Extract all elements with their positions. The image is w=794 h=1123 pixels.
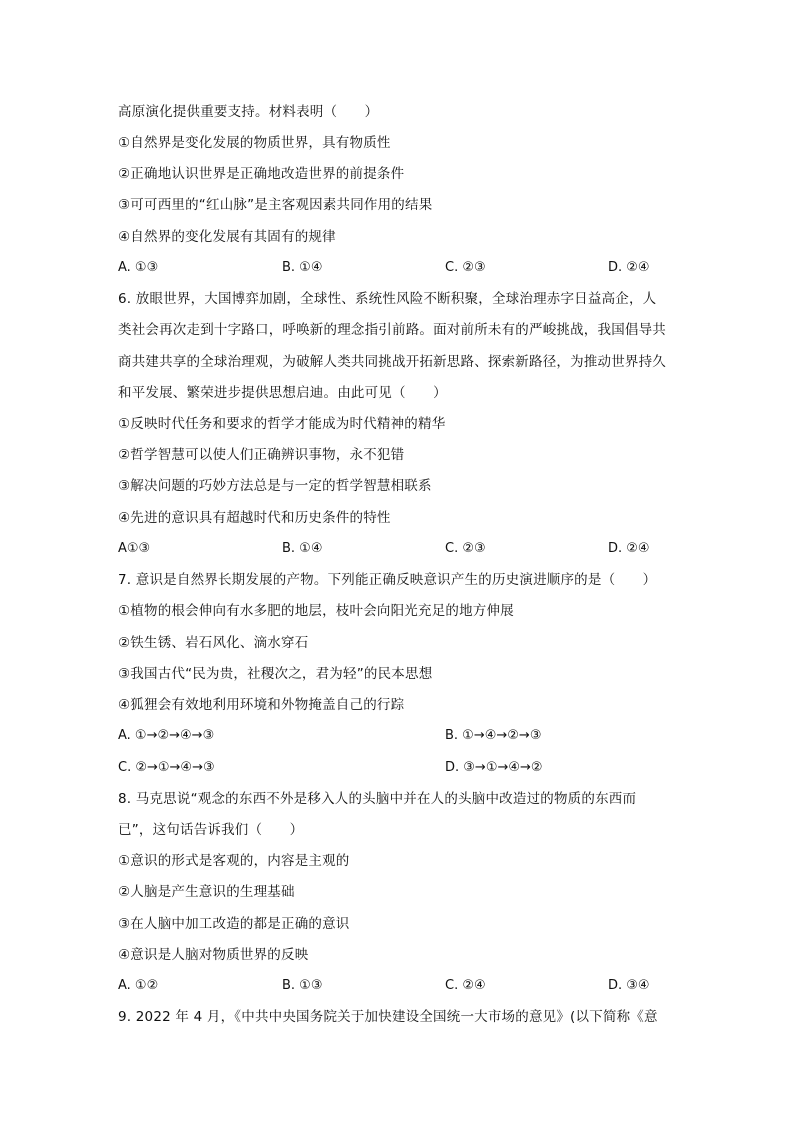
q6-option-c: C. ②③: [445, 541, 486, 556]
q5-stem-tail: 高原演化提供重要支持。材料表明（ ）: [118, 104, 379, 120]
q8-option-a: A. ①②: [118, 978, 159, 993]
q8-statement-1: ①意识的形式是客观的，内容是主观的: [118, 853, 350, 869]
q7-statement-3: ③我国古代“民为贵，社稷次之，君为轻”的民本思想: [118, 666, 433, 682]
q7-options-row-1: [118, 726, 678, 746]
q7-options-row-2: [118, 758, 678, 778]
q8-statement-4: ④意识是人脑对物质世界的反映: [118, 947, 309, 963]
q7-option-b: B. ①→④→②→③: [445, 728, 542, 743]
q7-option-d: D. ③→①→④→②: [445, 760, 543, 775]
q7-option-a: A. ①→②→④→③: [118, 728, 215, 743]
q7-statement-4: ④狐狸会有效地利用环境和外物掩盖自己的行踪: [118, 697, 405, 713]
q8-statement-3: ③在人脑中加工改造的都是正确的意识: [118, 916, 350, 932]
q6-statement-3: ③解决问题的巧妙方法总是与一定的哲学智慧相联系: [118, 478, 432, 494]
q5-options: [118, 258, 678, 278]
q5-statement-4: ④自然界的变化发展有其固有的规律: [118, 229, 336, 245]
q8-options: [118, 976, 678, 996]
q7-statement-1: ①植物的根会伸向有水多肥的地层，枝叶会向阳光充足的地方伸展: [118, 603, 514, 619]
q5-option-a: A. ①③: [118, 260, 159, 275]
q8-statement-2: ②人脑是产生意识的生理基础: [118, 884, 295, 900]
q5-option-c: C. ②③: [445, 260, 486, 275]
q5-statement-1: ①自然界是变化发展的物质世界，具有物质性: [118, 135, 391, 151]
q8-stem-line-2: 已”，这句话告诉我们（ ）: [118, 822, 304, 838]
q6-option-a: A①③: [118, 541, 151, 556]
q6-statement-1: ①反映时代任务和要求的哲学才能成为时代精神的精华: [118, 416, 446, 432]
q6-stem-line-3: 商共建共享的全球治理观，为破解人类共同挑战开拓新思路、探索新路径，为推动世界持久: [118, 354, 666, 370]
q5-statement-2: ②正确地认识世界是正确地改造世界的前提条件: [118, 166, 405, 182]
q5-option-d: D. ②④: [608, 260, 650, 275]
q5-statement-3: ③可可西里的“红山脉”是主客观因素共同作用的结果: [118, 197, 433, 213]
q8-option-c: C. ②④: [445, 978, 486, 993]
q6-option-d: D. ②④: [608, 541, 650, 556]
q6-option-b: B. ①④: [282, 541, 323, 556]
q7-option-c: C. ②→①→④→③: [118, 760, 215, 775]
q7-stem: 7. 意识是自然界长期发展的产物。下列能正确反映意识产生的历史演进顺序的是（ ）: [118, 572, 657, 588]
q6-options: [118, 539, 678, 559]
q8-option-d: D. ③④: [608, 978, 650, 993]
q6-statement-4: ④先进的意识具有超越时代和历史条件的特性: [118, 510, 391, 526]
q6-stem-line-1: 6. 放眼世界，大国博弈加剧，全球性、系统性风险不断积聚，全球治理赤字日益高企，人: [118, 291, 657, 307]
q6-stem-line-4: 和平发展、繁荣进步提供思想启迪。由此可见（ ）: [118, 385, 447, 401]
q8-option-b: B. ①③: [282, 978, 323, 993]
q5-option-b: B. ①④: [282, 260, 323, 275]
q6-stem-line-2: 类社会再次走到十字路口，呼唤新的理念指引前路。面对前所未有的严峻挑战，我国倡导共: [118, 322, 666, 338]
q8-stem-line-1: 8. 马克思说“观念的东西不外是移入人的头脑中并在人的头脑中改造过的物质的东西而: [118, 791, 637, 807]
q9-stem: 9. 2022 年 4 月，《中共中央国务院关于加快建设全国统一大市场的意见》(以下简称《意: [118, 1009, 658, 1025]
q6-statement-2: ②哲学智慧可以使人们正确辨识事物，永不犯错: [118, 447, 405, 463]
q7-statement-2: ②铁生锈、岩石风化、滴水穿石: [118, 635, 309, 651]
